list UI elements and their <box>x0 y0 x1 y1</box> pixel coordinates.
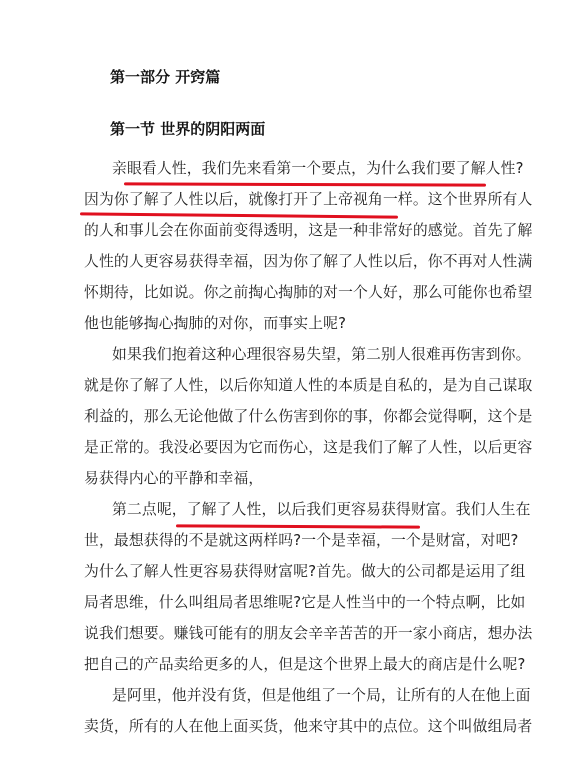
paragraph-line: 卖货，所有的人在他上面买货，他来守其中的点位。这个叫做组局者 <box>84 718 533 735</box>
paragraph-line: 是正常的。我没必要因为它而伤心，这是我们了解了人性，以后更容 <box>84 439 533 456</box>
paragraph-line: 利益的，那么无论他做了什么伤害到你的事，你都会觉得啊，这个是 <box>84 408 533 425</box>
paragraph-line: 易获得内心的平静和幸福， <box>84 470 264 487</box>
paragraph-line: 怀期待，比如说。你之前掏心掏肺的对一个人好，那么可能你也希望 <box>84 284 533 301</box>
paragraph-line: 他也能够掏心掏肺的对你，而事实上呢? <box>84 315 347 332</box>
paragraph-line: 如果我们抱着这种心理很容易失望，第二别人很难再伤害到你。 <box>112 346 531 363</box>
paragraph-line: 的人和事儿会在你面前变得透明，这是一种非常好的感觉。首先了解 <box>84 222 533 239</box>
paragraph-line: 亲眼看人性，我们先来看第一个要点，为什么我们要了解人性? <box>112 160 524 177</box>
section-heading: 第一节 世界的阴阳两面 <box>110 120 266 138</box>
part-heading: 第一部分 开窍篇 <box>110 68 221 86</box>
paragraph-line: 是阿里，他并没有货，但是他组了一个局，让所有的人在他上面 <box>112 687 531 704</box>
paragraph-line: 为什么了解人性更容易获得财富呢?首先。做大的公司都是运用了组 <box>84 563 526 580</box>
paragraph-line: 人性的人更容易获得幸福，因为你了解了人性以后，你不再对人性满 <box>84 253 533 270</box>
paragraph-line: 世，最想获得的不是就这两样吗?一个是幸福，一个是财富，对吧? <box>84 532 519 549</box>
paragraph-line: 说我们想要。赚钱可能有的朋友会辛辛苦苦的开一家小商店，想办法 <box>84 625 533 642</box>
paragraph-line: 第二点呢，了解了人性，以后我们更容易获得财富。我们人生在 <box>112 501 531 518</box>
paragraph-line: 因为你了解了人性以后，就像打开了上帝视角一样。这个世界所有人 <box>84 191 533 208</box>
paragraph-line: 局者思维，什么叫组局者思维呢?它是人性当中的一个特点啊，比如 <box>84 594 526 611</box>
paragraph-line: 就是你了解了人性，以后你知道人性的本质是自私的，是为自己谋取 <box>84 377 533 394</box>
paragraph-line: 把自己的产品卖给更多的人，但是这个世界上最大的商店是什么呢? <box>84 656 526 673</box>
